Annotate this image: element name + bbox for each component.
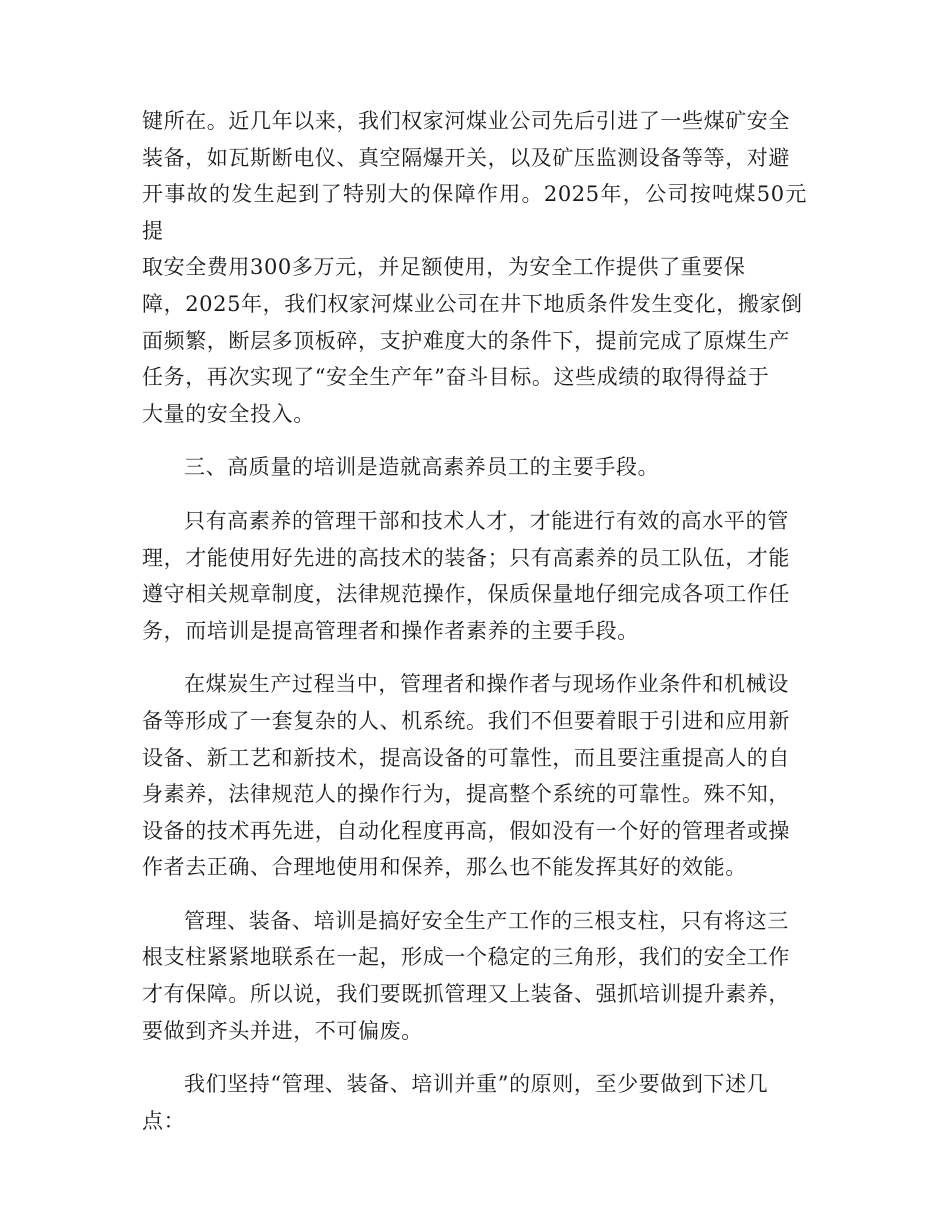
document-page (142, 103, 807, 1156)
text-line: 取安全费用300多万元，并足额使用，为安全工作提供了重要保 (142, 255, 746, 280)
heading-line: 三、高质量的培训是造就高素养员工的主要手段。 (184, 455, 660, 480)
text-line: 在煤炭生产过程当中，管理者和操作者与现场作业条件和机械设 (184, 672, 789, 697)
text-line: 开事故的发生起到了特别大的保障作用。2025年，公司按吨煤50元提 (142, 182, 807, 243)
text-line: 点： (142, 1108, 186, 1133)
text-line: 装备，如瓦斯断电仪、真空隔爆开关，以及矿压监测设备等等，对避 (142, 145, 790, 170)
paragraph-quality-staff (142, 503, 807, 649)
text-line: 身素养，法律规范人的操作行为，提高整个系统的可靠性。殊不知， (142, 782, 790, 807)
section-heading-training (142, 449, 807, 486)
text-line: 面频繁，断层多顶板碎，支护难度大的条件下，提前完成了原煤生产 (142, 328, 790, 353)
text-line: 我们坚持“管理、装备、培训并重”的原则，至少要做到下述几 (184, 1072, 769, 1097)
text-line: 设备、新工艺和新技术，提高设备的可靠性，而且要注重提高人的自 (142, 745, 790, 770)
text-line: 作者去正确、合理地使用和保养，那么也不能发挥其好的效能。 (142, 855, 747, 880)
text-line: 理，才能使用好先进的高技术的装备；只有高素养的员工队伍，才能 (142, 545, 790, 570)
text-line: 要做到齐头并进，不可偏废。 (142, 1018, 423, 1043)
text-line: 只有高素养的管理干部和技术人才，才能进行有效的高水平的管 (184, 508, 789, 533)
text-line: 才有保障。所以说，我们要既抓管理又上装备、强抓培训提升素养， (142, 982, 790, 1007)
text-line: 键所在。近几年以来，我们权家河煤业公司先后引进了一些煤矿安全 (142, 109, 790, 133)
text-line: 管理、装备、培训是搞好安全生产工作的三根支柱，只有将这三 (184, 908, 789, 933)
paragraph-principle (142, 1066, 807, 1139)
paragraph-safety-investment (142, 103, 807, 432)
text-line: 任务，再次实现了“安全生产年”奋斗目标。这些成绩的取得得益于 (142, 365, 770, 390)
text-line: 遵守相关规章制度，法律规范操作，保质保量地仔细完成各项工作任 (142, 582, 790, 607)
text-line: 大量的安全投入。 (142, 401, 315, 426)
paragraph-human-machine-system (142, 666, 807, 886)
text-line: 务，而培训是提高管理者和操作者素养的主要手段。 (142, 618, 639, 643)
text-line: 障，2025年，我们权家河煤业公司在井下地质条件发生变化，搬家倒 (142, 291, 803, 316)
text-line: 备等形成了一套复杂的人、机系统。我们不但要着眼于引进和应用新 (142, 708, 790, 733)
text-line: 根支柱紧紧地联系在一起，形成一个稳定的三角形，我们的安全工作 (142, 945, 790, 970)
paragraph-three-pillars (142, 903, 807, 1049)
text-line: 设备的技术再先进，自动化程度再高，假如没有一个好的管理者或操 (142, 818, 790, 843)
